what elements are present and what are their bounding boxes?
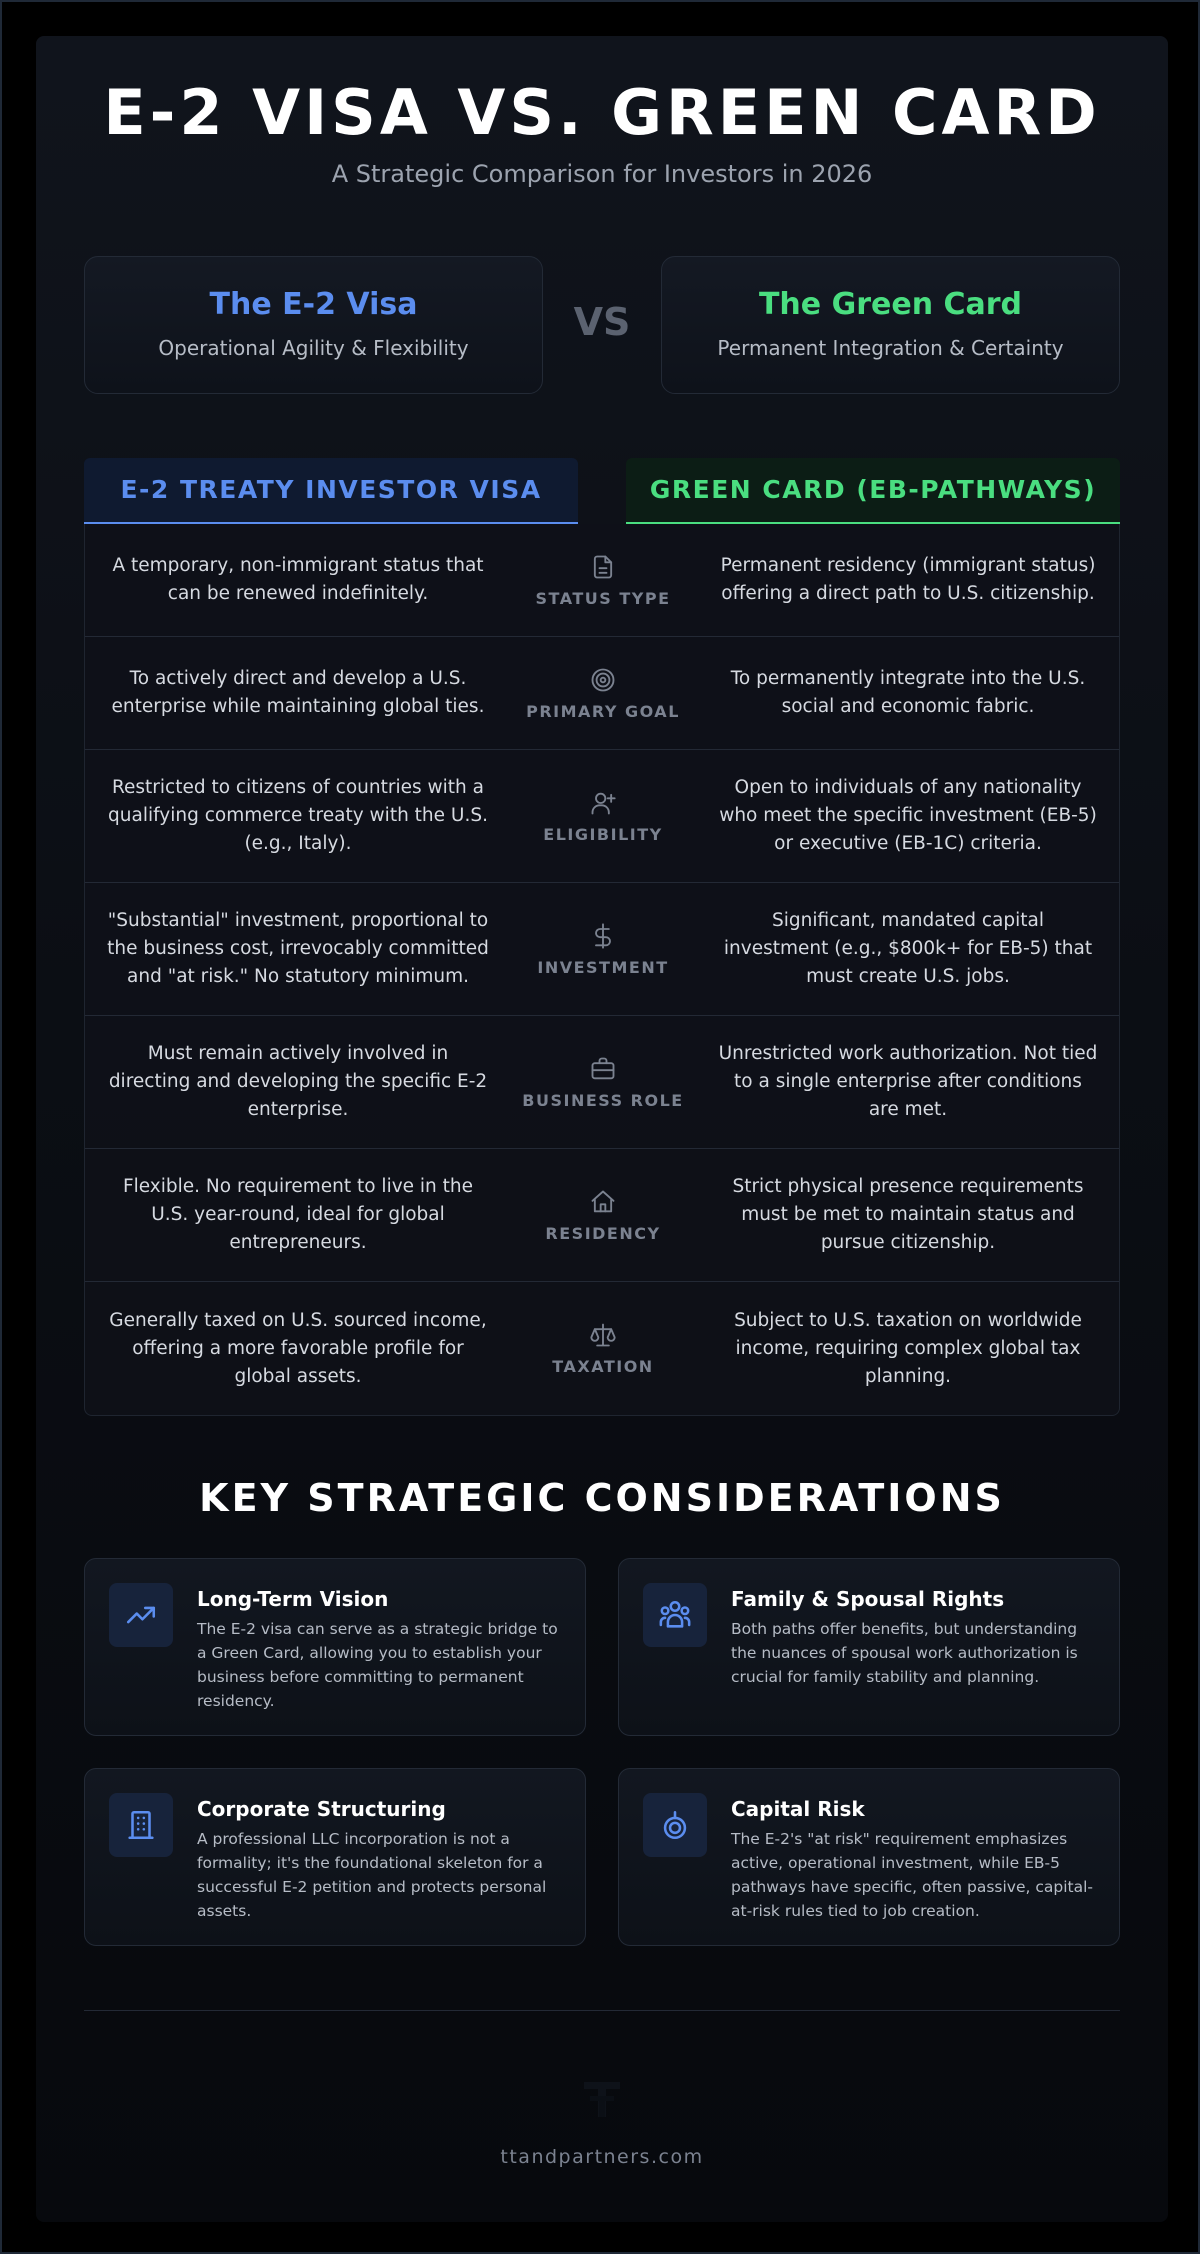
considerations-title: KEY STRATEGIC CONSIDERATIONS: [199, 1476, 1005, 1520]
greencard-cell: Open to individuals of any nationality who meet the specific investment (EB-5) or executive (EB-1C) criteria.: [719, 777, 1097, 854]
icon-tile: [109, 1583, 173, 1647]
greencard-cell: To permanently integrate into the U.S. social and economic fabric.: [730, 668, 1086, 717]
consideration-card-capital-risk: [618, 1768, 1120, 1946]
consideration-card-corporate-structuring: [84, 1768, 586, 1946]
dollar-icon: [589, 922, 617, 950]
table-row-primary-goal: [85, 637, 1119, 750]
consideration-card-family-rights: [618, 1558, 1120, 1736]
greencard-cell: Unrestricted work authorization. Not tied to a single enterprise after conditions are met.: [718, 1043, 1098, 1120]
e2-cell: To actively direct and develop a U.S. enterprise while maintaining global ties.: [111, 668, 485, 717]
footer-divider: [84, 2010, 1120, 2011]
page-title: E-2 VISA VS. GREEN CARD: [103, 76, 1101, 149]
e2-cell: "Substantial" investment, proportional to the business cost, irrevocably committed and "at risk." No statutory minimum.: [107, 910, 489, 987]
vs-label: VS: [573, 300, 631, 344]
icon-tile: [643, 1583, 707, 1647]
table-row-status-type: [85, 524, 1119, 637]
target-icon: [589, 666, 617, 694]
greencard-column-header: GREEN CARD (EB-PATHWAYS): [626, 458, 1120, 524]
e2-hero-title: The E-2 Visa: [209, 287, 418, 322]
user-plus-icon: [589, 789, 617, 817]
document-icon: [589, 553, 617, 581]
family-icon: [658, 1598, 692, 1632]
e2-cell: Generally taxed on U.S. sourced income, offering a more favorable profile for global assets.: [109, 1309, 487, 1387]
consideration-card-long-term-vision: [84, 1558, 586, 1736]
table-row-taxation: [85, 1282, 1119, 1415]
row-label-group: [489, 750, 717, 882]
row-label: PRIMARY GOAL: [526, 701, 680, 721]
table-row-business-role: [85, 1016, 1119, 1149]
row-label-group: [489, 637, 717, 749]
table-row-residency: [85, 1149, 1119, 1282]
row-label-group: [489, 883, 717, 1015]
briefcase-icon: [589, 1055, 617, 1083]
logo-mark-icon: [572, 2070, 632, 2126]
row-label-group: [489, 1282, 717, 1415]
trending-up-icon: [124, 1598, 158, 1632]
page-subtitle: A Strategic Comparison for Investors in 2026: [331, 160, 873, 188]
greencard-cell: Significant, mandated capital investment (e.g., $800k+ for EB-5) that must create U.S. jobs.: [723, 910, 1093, 987]
icon-tile: [643, 1793, 707, 1857]
card-title: Corporate Structuring: [197, 1797, 446, 1821]
e2-cell: Must remain actively involved in directing and developing the specific E-2 enterprise.: [108, 1043, 488, 1120]
card-text: A professional LLC incorporation is not a formality; it's the foundational skeleton for a successful E-2 petition and protects personal assets.: [197, 1830, 547, 1920]
e2-column-header: E-2 TREATY INVESTOR VISA: [84, 458, 578, 524]
row-label: RESIDENCY: [545, 1223, 661, 1243]
row-label: STATUS TYPE: [535, 588, 671, 608]
card-text: The E-2 visa can serve as a strategic bridge to a Green Card, allowing you to establish your business before committing to permanent residency.: [197, 1620, 558, 1710]
card-text: The E-2's "at risk" requirement emphasizes active, operational investment, while EB-5 pathways have specific, often passive, capital-at-risk rules tied to job creation.: [731, 1830, 1093, 1920]
table-row-investment: [85, 883, 1119, 1016]
row-label: TAXATION: [552, 1357, 654, 1376]
row-label-group: [489, 524, 717, 636]
e2-cell: A temporary, non-immigrant status that can be renewed indefinitely.: [112, 555, 484, 604]
greencard-hero-desc: Permanent Integration & Certainty: [717, 336, 1064, 360]
row-label-group: [489, 1016, 717, 1148]
greencard-hero-card: [661, 256, 1120, 394]
e2-hero-desc: Operational Agility & Flexibility: [158, 336, 469, 360]
home-icon: [589, 1188, 617, 1216]
card-title: Capital Risk: [731, 1797, 865, 1821]
card-title: Long-Term Vision: [197, 1587, 389, 1611]
icon-tile: [109, 1793, 173, 1857]
scale-icon: [589, 1321, 617, 1349]
row-label: BUSINESS ROLE: [522, 1090, 684, 1110]
greencard-hero-title: The Green Card: [758, 287, 1023, 322]
row-label: INVESTMENT: [537, 957, 669, 977]
card-title: Family & Spousal Rights: [731, 1587, 1005, 1611]
coin-icon: [658, 1808, 692, 1842]
card-text: Both paths offer benefits, but understanding the nuances of spousal work authorization is crucial for family stability and planning.: [731, 1620, 1078, 1686]
e2-hero-card: [84, 256, 543, 394]
e2-cell: Restricted to citizens of countries with a qualifying commerce treaty with the U.S. (e.g., Italy).: [108, 777, 488, 854]
row-label-group: [489, 1149, 717, 1281]
e2-cell: Flexible. No requirement to live in the U.S. year-round, ideal for global entrepreneurs.: [122, 1176, 474, 1253]
greencard-cell: Strict physical presence requirements must be met to maintain status and pursue citizenship.: [732, 1176, 1084, 1253]
table-row-eligibility: [85, 750, 1119, 883]
greencard-cell: Permanent residency (immigrant status) offering a direct path to U.S. citizenship.: [720, 555, 1096, 604]
comparison-table: [84, 524, 1120, 1416]
row-label: ELIGIBILITY: [543, 824, 663, 844]
building-icon: [124, 1808, 158, 1842]
company-logo: [572, 2070, 632, 2126]
greencard-cell: Subject to U.S. taxation on worldwide income, requiring complex global tax planning.: [734, 1309, 1082, 1387]
footer-website-link[interactable]: ttandpartners.com: [500, 2146, 704, 2168]
